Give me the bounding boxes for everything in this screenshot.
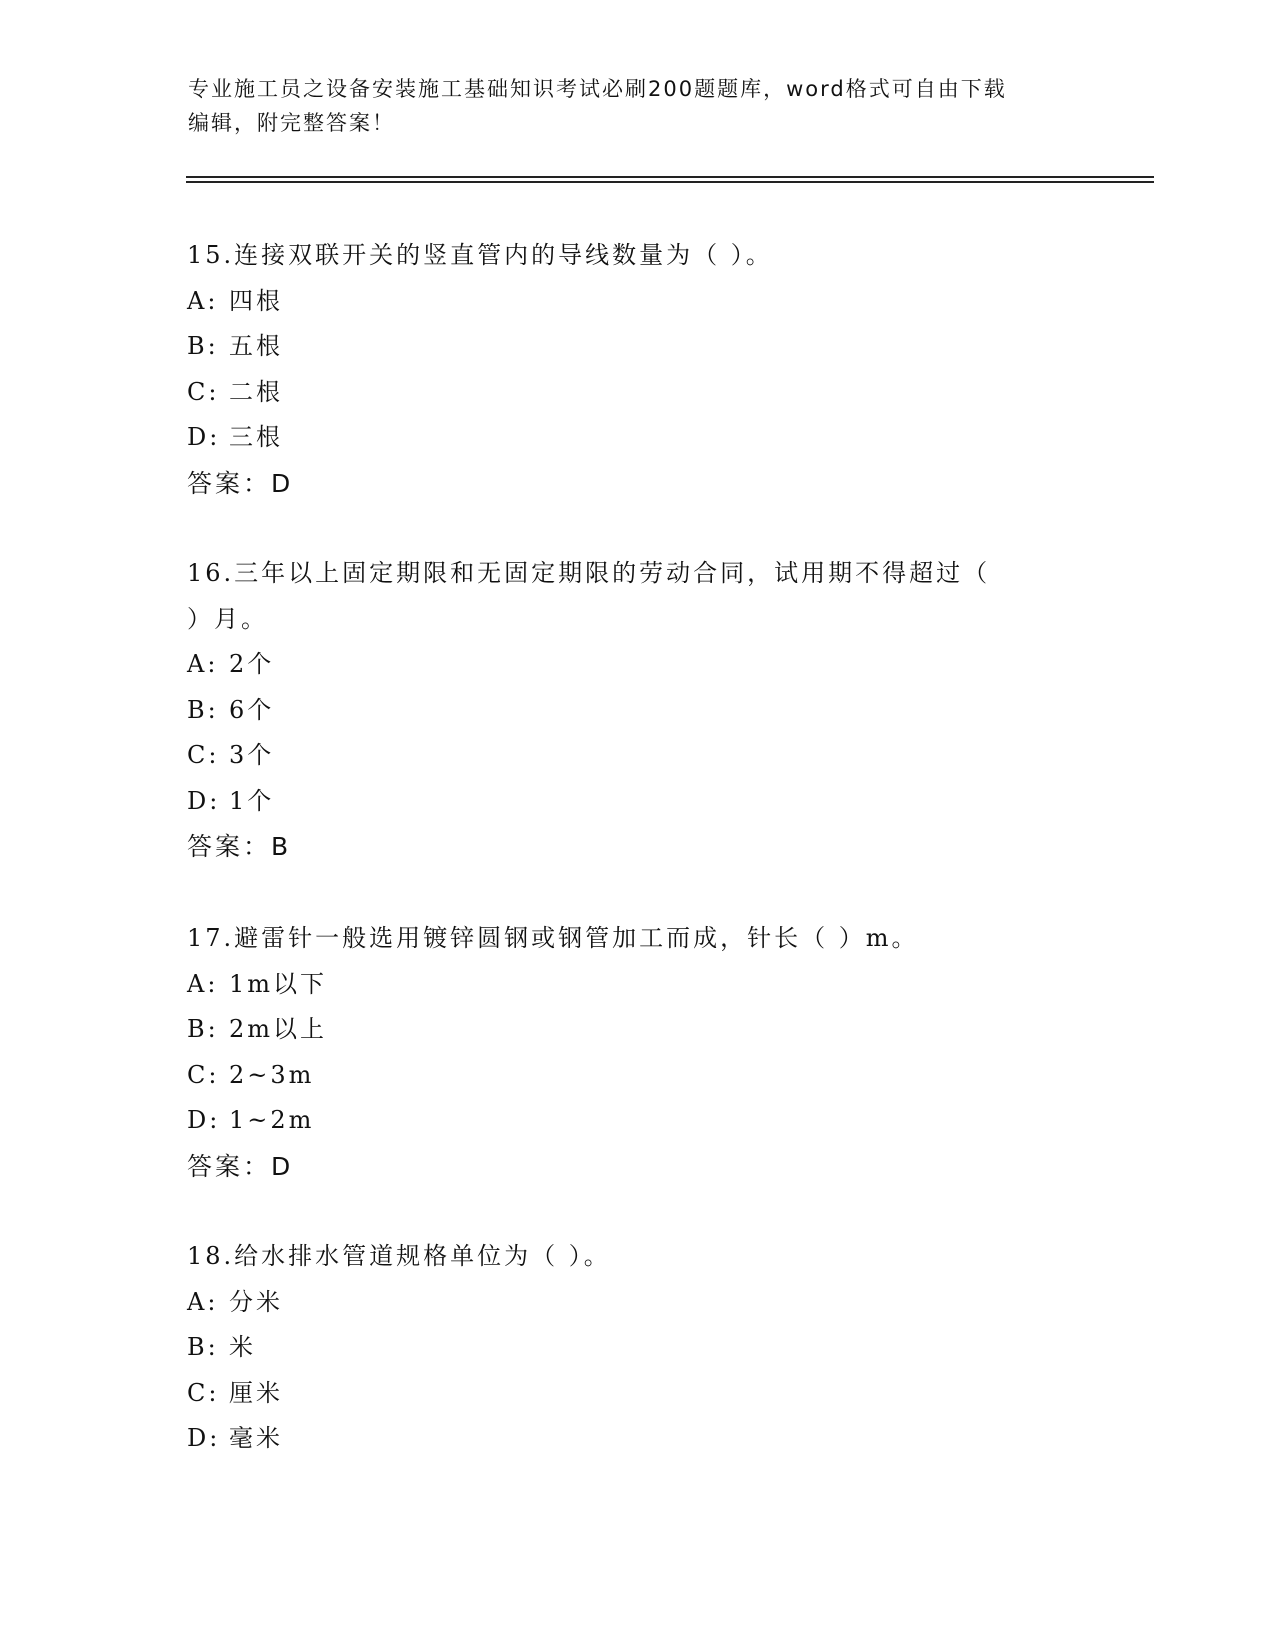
- option-label: C:: [187, 1378, 220, 1407]
- option-text: 分米: [229, 1287, 283, 1316]
- option-text: 1m以下: [229, 969, 328, 998]
- option-c: [187, 733, 1087, 779]
- option-b: [187, 1325, 1087, 1371]
- question-stem-continued: ）月。: [187, 604, 268, 633]
- option-label: B:: [187, 332, 219, 360]
- question-16: [187, 551, 1087, 870]
- header-divider-top: [186, 176, 1154, 178]
- option-text: 6个: [229, 695, 275, 724]
- option-label: C:: [187, 1060, 220, 1089]
- option-a: [187, 642, 1087, 688]
- question-15: [187, 233, 1087, 506]
- option-text: 毫米: [229, 1424, 283, 1452]
- option-label: D:: [187, 786, 221, 815]
- option-label: A:: [187, 650, 219, 678]
- option-text: 1~2m: [229, 1106, 315, 1134]
- question-stem: 15.连接双联开关的竖直管内的导线数量为（ ）。: [187, 241, 773, 269]
- option-text: 五根: [229, 332, 283, 360]
- header-line-1: 专业施工员之设备安装施工基础知识考试必刷200题题库，word格式可自由下载: [188, 77, 1007, 101]
- option-label: B:: [187, 1333, 219, 1361]
- option-b: [187, 688, 1087, 734]
- option-label: C:: [187, 377, 220, 406]
- option-c: [187, 1371, 1087, 1417]
- option-a: [187, 279, 1087, 325]
- header-line-2: 编辑，附完整答案！: [188, 111, 395, 135]
- answer-line: 答案：B: [187, 832, 292, 861]
- option-text: 二根: [229, 377, 283, 406]
- question-17: [187, 916, 1087, 1189]
- option-d: [187, 1416, 1087, 1462]
- option-d: [187, 1098, 1087, 1144]
- option-label: A:: [187, 1287, 219, 1316]
- answer-line: 答案：D: [187, 1151, 294, 1181]
- option-label: B:: [187, 695, 219, 724]
- option-label: D:: [187, 1424, 221, 1452]
- document-header: [188, 72, 1088, 140]
- option-a: [187, 1280, 1087, 1326]
- option-b: [187, 324, 1087, 370]
- answer-line: 答案：D: [187, 468, 294, 498]
- option-label: B:: [187, 1015, 219, 1043]
- option-label: A:: [187, 969, 219, 998]
- option-text: 三根: [229, 423, 283, 451]
- question-18: [187, 1234, 1087, 1462]
- option-c: [187, 370, 1087, 416]
- option-text: 四根: [229, 286, 283, 315]
- option-b: [187, 1007, 1087, 1053]
- question-stem: 18.给水排水管道规格单位为（ ）。: [187, 1242, 611, 1270]
- option-text: 3个: [229, 741, 275, 769]
- option-d: [187, 779, 1087, 825]
- option-text: 米: [229, 1333, 256, 1361]
- option-label: C:: [187, 741, 220, 769]
- option-label: D:: [187, 1106, 221, 1134]
- option-text: 厘米: [229, 1378, 283, 1407]
- option-text: 2~3m: [229, 1060, 315, 1089]
- question-stem: 17.避雷针一般选用镀锌圆钢或钢管加工而成，针长（ ）m。: [187, 924, 919, 952]
- option-text: 2m以上: [229, 1015, 328, 1043]
- option-d: [187, 415, 1087, 461]
- option-text: 1个: [229, 786, 275, 815]
- header-divider-bottom: [186, 181, 1154, 183]
- question-stem: 16.三年以上固定期限和无固定期限的劳动合同，试用期不得超过（: [187, 559, 991, 587]
- option-label: A:: [187, 286, 219, 315]
- option-c: [187, 1053, 1087, 1099]
- option-text: 2个: [229, 650, 275, 678]
- option-label: D:: [187, 423, 221, 451]
- option-a: [187, 962, 1087, 1008]
